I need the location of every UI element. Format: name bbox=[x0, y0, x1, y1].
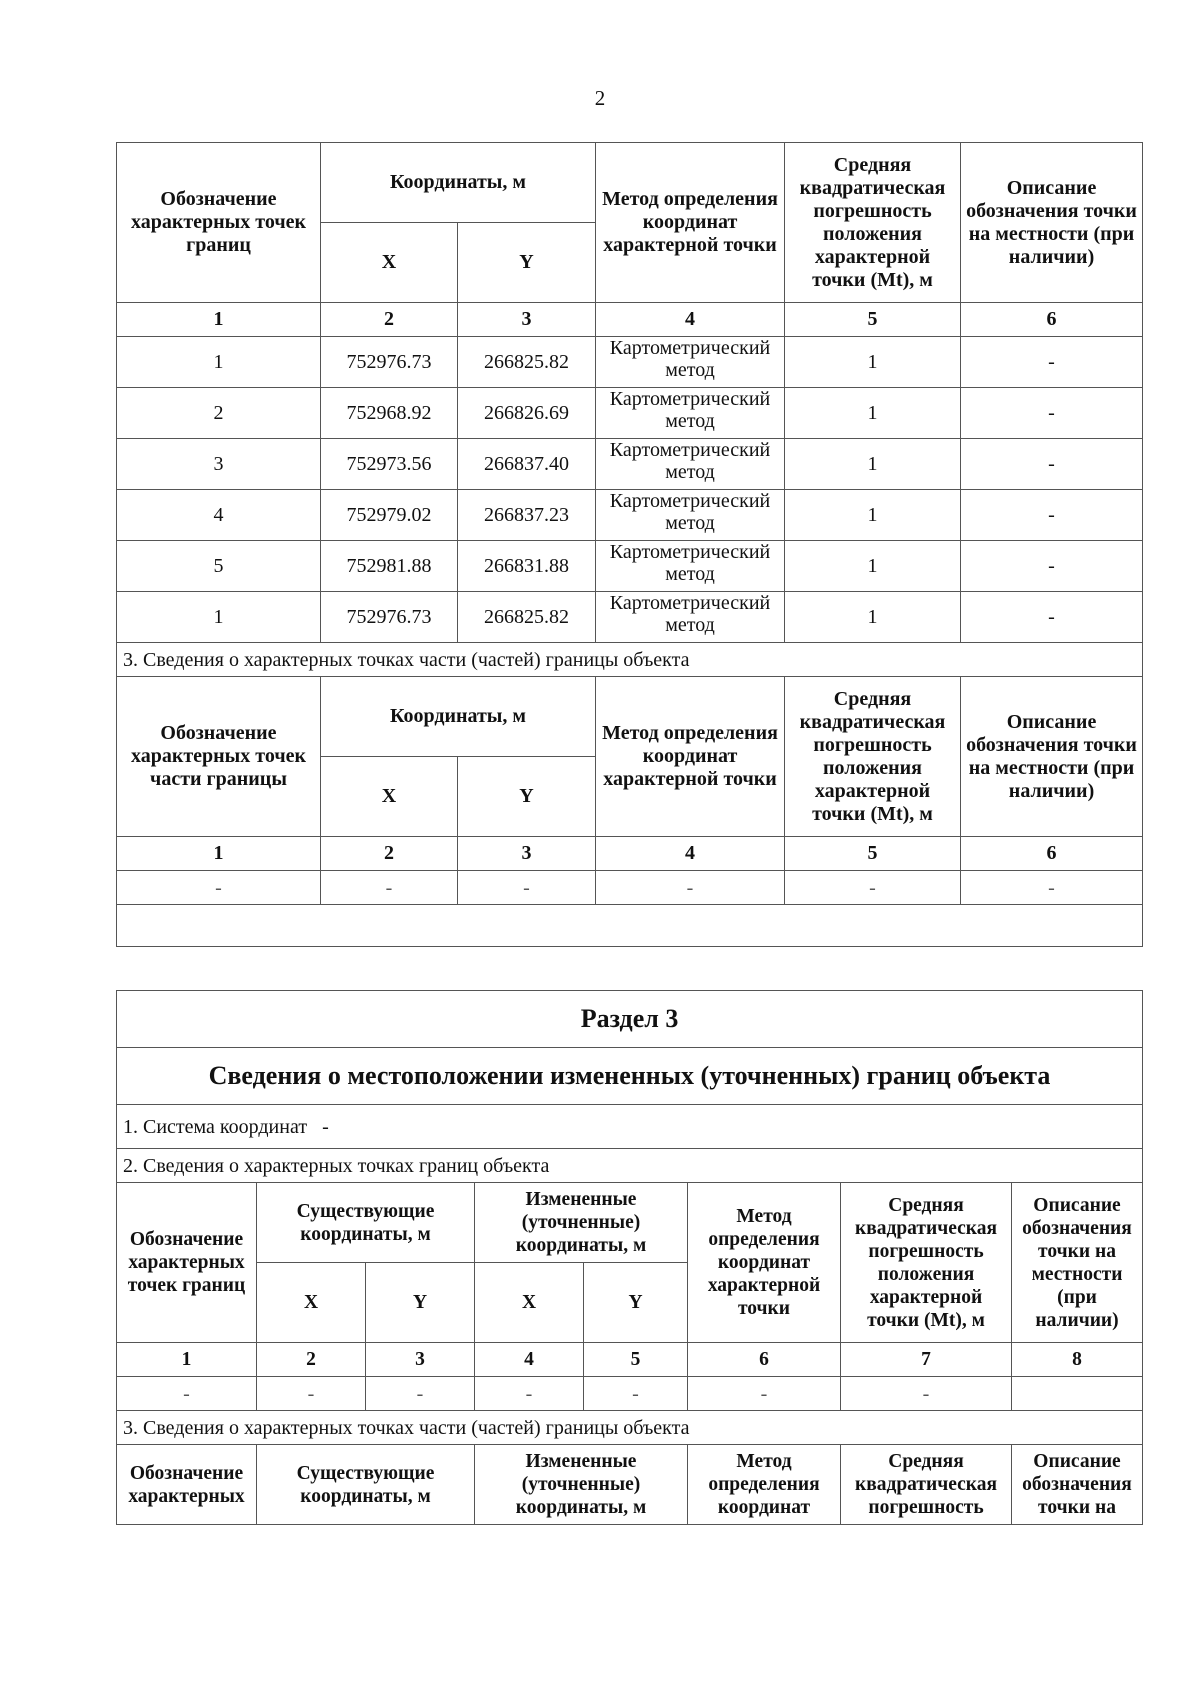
table-row bbox=[117, 490, 1143, 541]
coord-x: 752981.88 bbox=[321, 541, 458, 592]
header-error: Средняя квадратическая погрешность положения характерной точки (Mt), м bbox=[841, 1183, 1012, 1343]
point-id: 1 bbox=[117, 592, 321, 643]
coord-x: 752973.56 bbox=[321, 439, 458, 490]
empty-cell: - bbox=[841, 1377, 1012, 1411]
header-method: Метод определения координат характерной точки bbox=[596, 677, 785, 837]
table-row bbox=[117, 592, 1143, 643]
error: 1 bbox=[785, 592, 961, 643]
empty-cell: - bbox=[475, 1377, 584, 1411]
table-row bbox=[117, 541, 1143, 592]
method bbox=[596, 439, 785, 490]
empty-cell: - bbox=[257, 1377, 366, 1411]
method-text: Картометрический метод bbox=[609, 592, 771, 636]
method bbox=[596, 541, 785, 592]
method-text: Картометрический метод bbox=[609, 439, 771, 483]
changed-boundaries-table bbox=[116, 990, 1143, 1525]
coord-x: 752976.73 bbox=[321, 337, 458, 388]
col-number: 3 bbox=[366, 1343, 475, 1377]
col-number: 6 bbox=[961, 837, 1143, 871]
header-coords: Координаты, м bbox=[321, 143, 596, 223]
header-description: Описание обозначения точки на bbox=[1012, 1445, 1143, 1525]
coord-y: 266837.40 bbox=[458, 439, 596, 490]
col-number: 5 bbox=[785, 837, 961, 871]
empty-cell: - bbox=[596, 871, 785, 905]
header-y: Y bbox=[584, 1263, 688, 1343]
col-number: 6 bbox=[688, 1343, 841, 1377]
col-number: 1 bbox=[117, 1343, 257, 1377]
empty-cell: - bbox=[366, 1377, 475, 1411]
table-row bbox=[117, 337, 1143, 388]
empty-cell: - bbox=[584, 1377, 688, 1411]
header-designation: Обозначение характерных bbox=[117, 1445, 257, 1525]
description: - bbox=[961, 541, 1143, 592]
col-number: 2 bbox=[321, 303, 458, 337]
page-number: 2 bbox=[594, 86, 606, 110]
blank-row bbox=[117, 905, 1143, 947]
method bbox=[596, 388, 785, 439]
table-row bbox=[117, 1377, 1143, 1411]
method bbox=[596, 337, 785, 388]
error: 1 bbox=[785, 388, 961, 439]
col-number: 2 bbox=[321, 837, 458, 871]
header-y: Y bbox=[458, 757, 596, 837]
description: - bbox=[961, 592, 1143, 643]
coord-x: 752968.92 bbox=[321, 388, 458, 439]
boundary-points-table bbox=[116, 142, 1143, 947]
point-id: 4 bbox=[117, 490, 321, 541]
error: 1 bbox=[785, 337, 961, 388]
error: 1 bbox=[785, 490, 961, 541]
error: 1 bbox=[785, 541, 961, 592]
table-row bbox=[117, 388, 1143, 439]
header-y: Y bbox=[458, 223, 596, 303]
empty-cell bbox=[1012, 1377, 1143, 1411]
header-x: X bbox=[321, 757, 458, 837]
col-number: 3 bbox=[458, 837, 596, 871]
method bbox=[596, 592, 785, 643]
section-subtitle: Сведения о местоположении измененных (уточненных) границ объекта bbox=[117, 1048, 1143, 1105]
col-number: 2 bbox=[257, 1343, 366, 1377]
point-id: 2 bbox=[117, 388, 321, 439]
col-number: 1 bbox=[117, 837, 321, 871]
method-text: Картометрический метод bbox=[609, 337, 771, 381]
empty-cell: - bbox=[961, 871, 1143, 905]
method-text: Картометрический метод bbox=[609, 541, 771, 585]
table-row bbox=[117, 871, 1143, 905]
header-changed: Измененные (уточненные) координаты, м bbox=[475, 1183, 688, 1263]
header-changed: Измененные (уточненные) координаты, м bbox=[475, 1445, 688, 1525]
coord-y: 266825.82 bbox=[458, 337, 596, 388]
coord-system-row bbox=[117, 1105, 1143, 1149]
col-number: 4 bbox=[475, 1343, 584, 1377]
coord-y: 266825.82 bbox=[458, 592, 596, 643]
header-error: Средняя квадратическая погрешность bbox=[841, 1445, 1012, 1525]
header-method: Метод определения координат характерной точки bbox=[596, 143, 785, 303]
header-method: Метод определения координат bbox=[688, 1445, 841, 1525]
col-number: 7 bbox=[841, 1343, 1012, 1377]
header-error: Средняя квадратическая погрешность положения характерной точки (Mt), м bbox=[785, 677, 961, 837]
coord-y: 266831.88 bbox=[458, 541, 596, 592]
section-title: Раздел 3 bbox=[117, 991, 1143, 1048]
method bbox=[596, 490, 785, 541]
coord-y: 266837.23 bbox=[458, 490, 596, 541]
col-number: 5 bbox=[785, 303, 961, 337]
coord-system-value: - bbox=[322, 1115, 329, 1138]
empty-cell: - bbox=[785, 871, 961, 905]
col-number: 3 bbox=[458, 303, 596, 337]
header-x: X bbox=[321, 223, 458, 303]
header-existing: Существующие координаты, м bbox=[257, 1183, 475, 1263]
coord-y: 266826.69 bbox=[458, 388, 596, 439]
method-text: Картометрический метод bbox=[609, 388, 771, 432]
description: - bbox=[961, 490, 1143, 541]
empty-cell: - bbox=[321, 871, 458, 905]
point-id: 3 bbox=[117, 439, 321, 490]
header-designation: Обозначение характерных точек границ bbox=[117, 1183, 257, 1343]
header-method: Метод определения координат характерной точки bbox=[688, 1183, 841, 1343]
header-x: X bbox=[257, 1263, 366, 1343]
header-designation: Обозначение характерных точек границ bbox=[117, 143, 321, 303]
header-description: Описание обозначения точки на местности (при наличии) bbox=[961, 143, 1143, 303]
empty-cell: - bbox=[117, 1377, 257, 1411]
point-id: 5 bbox=[117, 541, 321, 592]
header-error: Средняя квадратическая погрешность положения характерной точки (Mt), м bbox=[785, 143, 961, 303]
header-y: Y bbox=[366, 1263, 475, 1343]
col-number: 4 bbox=[596, 303, 785, 337]
col-number: 8 bbox=[1012, 1343, 1143, 1377]
description: - bbox=[961, 439, 1143, 490]
method-text: Картометрический метод bbox=[609, 490, 771, 534]
error: 1 bbox=[785, 439, 961, 490]
table-row bbox=[117, 439, 1143, 490]
section-part-label: 3. Сведения о характерных точках части (частей) границы объекта bbox=[117, 643, 1143, 677]
header-designation: Обозначение характерных точек части границы bbox=[117, 677, 321, 837]
empty-cell: - bbox=[117, 871, 321, 905]
empty-cell: - bbox=[688, 1377, 841, 1411]
header-description: Описание обозначения точки на местности (при наличии) bbox=[1012, 1183, 1143, 1343]
col-number: 1 bbox=[117, 303, 321, 337]
coord-x: 752976.73 bbox=[321, 592, 458, 643]
empty-cell: - bbox=[458, 871, 596, 905]
point-id: 1 bbox=[117, 337, 321, 388]
header-coords: Координаты, м bbox=[321, 677, 596, 757]
col-number: 5 bbox=[584, 1343, 688, 1377]
coord-system-label: 1. Система координат bbox=[123, 1115, 308, 1138]
header-description: Описание обозначения точки на местности (при наличии) bbox=[961, 677, 1143, 837]
header-x: X bbox=[475, 1263, 584, 1343]
col-number: 4 bbox=[596, 837, 785, 871]
header-existing: Существующие координаты, м bbox=[257, 1445, 475, 1525]
coord-x: 752979.02 bbox=[321, 490, 458, 541]
points-label: 2. Сведения о характерных точках границ объекта bbox=[117, 1149, 1143, 1183]
description: - bbox=[961, 388, 1143, 439]
description: - bbox=[961, 337, 1143, 388]
section-part-label: 3. Сведения о характерных точках части (частей) границы объекта bbox=[117, 1411, 1143, 1445]
col-number: 6 bbox=[961, 303, 1143, 337]
